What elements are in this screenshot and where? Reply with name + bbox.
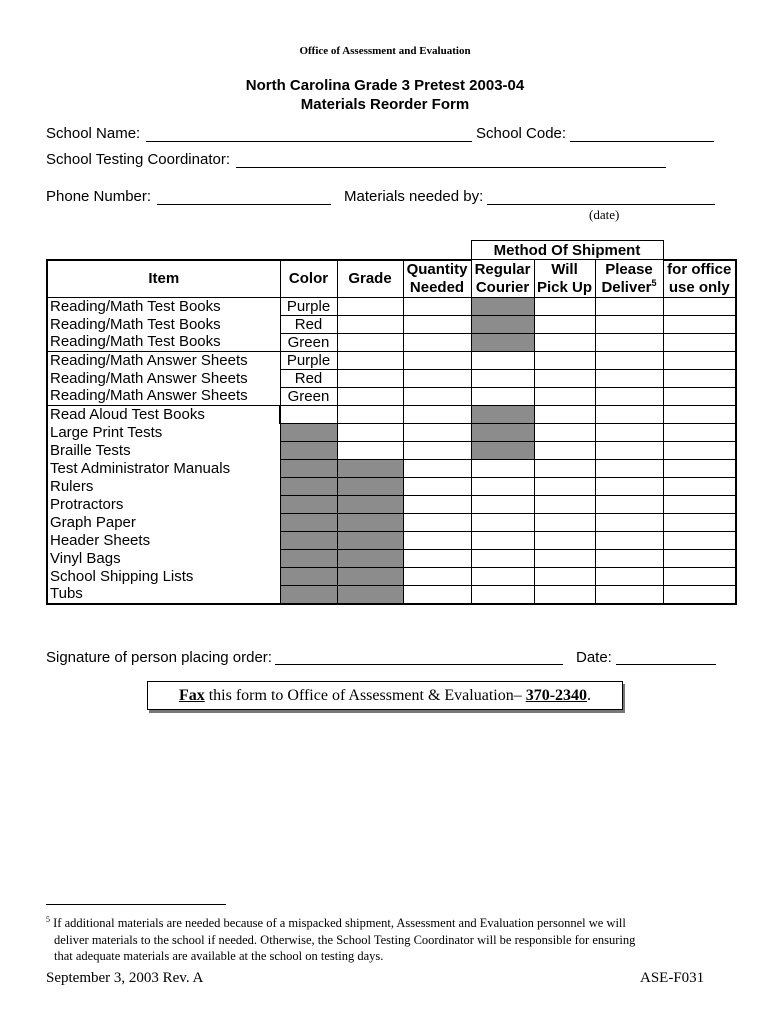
color-cell [280, 513, 337, 531]
table-row [47, 549, 736, 567]
title-line-2: Materials Reorder Form [300, 96, 470, 113]
grade-cell[interactable] [337, 351, 403, 369]
grade-cell[interactable] [337, 333, 403, 351]
grade-cell [337, 495, 403, 513]
item-cell: Protractors [47, 495, 280, 513]
table-row [47, 333, 736, 351]
item-cell: Header Sheets [47, 531, 280, 549]
office-use-cell [663, 315, 736, 333]
color-cell [280, 549, 337, 567]
please-header-1: Please [595, 260, 663, 279]
table-row [47, 405, 736, 423]
item-cell: Vinyl Bags [47, 549, 280, 567]
school-name-label: School Name: [46, 125, 141, 142]
regular-courier-cell [471, 333, 534, 351]
color-cell: Red [280, 315, 337, 333]
office-use-cell [663, 423, 736, 441]
color-cell: Purple [280, 351, 337, 369]
item-cell: Braille Tests [47, 441, 280, 459]
office-use-cell [663, 387, 736, 405]
page-title [0, 76, 770, 114]
will-pick-up-cell[interactable] [534, 477, 595, 495]
quantity-cell[interactable] [403, 387, 471, 405]
color-cell [280, 423, 337, 441]
grade-cell [337, 549, 403, 567]
regular-courier-cell [471, 315, 534, 333]
regular-courier-cell [471, 405, 534, 423]
quantity-cell[interactable] [403, 441, 471, 459]
school-name-field[interactable] [146, 141, 472, 142]
please-deliver-cell[interactable] [595, 297, 663, 315]
signature-date-label: Date: [576, 649, 612, 666]
grade-cell[interactable] [337, 387, 403, 405]
will-pick-up-cell[interactable] [534, 585, 595, 604]
item-cell: Rulers [47, 477, 280, 495]
table-row [47, 387, 736, 405]
will-pick-up-cell[interactable] [534, 531, 595, 549]
fax-instruction-box [147, 681, 623, 710]
will-header-1: Will [534, 260, 595, 279]
please-deliver-cell[interactable] [595, 495, 663, 513]
regular-courier-cell[interactable] [471, 459, 534, 477]
color-cell: Purple [280, 297, 337, 315]
will-pick-up-cell[interactable] [534, 333, 595, 351]
quantity-cell[interactable] [403, 495, 471, 513]
please-header-2 [595, 279, 663, 298]
fax-text: this form to Office of Assessment & Evaluation– [204, 687, 526, 704]
will-pick-up-cell[interactable] [534, 441, 595, 459]
table-row [47, 315, 736, 333]
please-deliver-cell[interactable] [595, 531, 663, 549]
item-cell: Large Print Tests [47, 423, 280, 441]
will-header-2: Pick Up [534, 279, 595, 298]
item-cell: Reading/Math Test Books [47, 315, 280, 333]
quantity-cell[interactable] [403, 315, 471, 333]
grade-cell [337, 513, 403, 531]
office-use-cell [663, 369, 736, 387]
item-cell: Reading/Math Test Books [47, 297, 280, 315]
quantity-cell[interactable] [403, 585, 471, 604]
will-pick-up-cell[interactable] [534, 513, 595, 531]
office-use-cell [663, 531, 736, 549]
quantity-cell[interactable] [403, 333, 471, 351]
color-cell [280, 495, 337, 513]
footnote [46, 912, 716, 965]
please-deliver-cell[interactable] [595, 405, 663, 423]
color-cell [280, 585, 337, 604]
quantity-header-2: Needed [403, 279, 471, 298]
office-use-cell [663, 567, 736, 585]
footnote-line-1 [46, 912, 716, 932]
please-deliver-cell[interactable] [595, 567, 663, 585]
coordinator-field[interactable] [236, 167, 666, 168]
footer-form-id: ASE-F031 [640, 970, 705, 986]
regular-header-1: Regular [471, 260, 534, 279]
please-header-2-text: Deliver [601, 279, 652, 296]
please-deliver-cell[interactable] [595, 351, 663, 369]
will-pick-up-cell[interactable] [534, 315, 595, 333]
grade-cell[interactable] [337, 315, 403, 333]
will-pick-up-cell[interactable] [534, 459, 595, 477]
color-cell: Green [280, 333, 337, 351]
table-row [47, 351, 736, 369]
office-use-cell [663, 585, 736, 604]
signature-label: Signature of person placing order: [46, 649, 272, 666]
please-deliver-cell[interactable] [595, 369, 663, 387]
school-code-field[interactable] [570, 141, 714, 142]
grade-cell[interactable] [337, 369, 403, 387]
table-row [47, 441, 736, 459]
will-pick-up-cell[interactable] [534, 567, 595, 585]
table-row [47, 477, 736, 495]
office-use-cell [663, 477, 736, 495]
will-pick-up-cell[interactable] [534, 423, 595, 441]
will-pick-up-cell[interactable] [534, 405, 595, 423]
materials-table [46, 240, 737, 605]
regular-courier-cell [471, 297, 534, 315]
quantity-cell[interactable] [403, 477, 471, 495]
grade-cell [337, 477, 403, 495]
quantity-cell[interactable] [403, 351, 471, 369]
regular-courier-cell[interactable] [471, 369, 534, 387]
regular-courier-cell[interactable] [471, 567, 534, 585]
quantity-cell[interactable] [403, 459, 471, 477]
regular-courier-cell[interactable] [471, 495, 534, 513]
phone-label: Phone Number: [46, 188, 152, 205]
coordinator-label: School Testing Coordinator: [46, 151, 230, 168]
office-header: Office of Assessment and Evaluation [299, 45, 471, 57]
please-deliver-cell[interactable] [595, 387, 663, 405]
table-row [47, 513, 736, 531]
office-header-1: for office [663, 260, 736, 279]
table-row [47, 369, 736, 387]
fax-word: Fax [178, 687, 205, 704]
quantity-cell[interactable] [403, 405, 471, 423]
table-row [47, 531, 736, 549]
table-row [47, 423, 736, 441]
footer-date: September 3, 2003 Rev. A [46, 970, 204, 986]
signature-date-field[interactable] [616, 664, 716, 665]
will-pick-up-cell[interactable] [534, 351, 595, 369]
please-deliver-cell[interactable] [595, 315, 663, 333]
quantity-header-1: Quantity [403, 260, 471, 279]
footnote-ref: 5 [651, 278, 657, 288]
regular-courier-cell[interactable] [471, 477, 534, 495]
regular-courier-cell [471, 441, 534, 459]
regular-courier-cell [471, 423, 534, 441]
item-cell: School Shipping Lists [47, 567, 280, 585]
footnote-line-3: that adequate materials are available at the school on testing days. [54, 949, 384, 964]
office-use-cell [663, 495, 736, 513]
regular-courier-cell[interactable] [471, 531, 534, 549]
table-row [47, 567, 736, 585]
office-use-cell [663, 351, 736, 369]
please-deliver-cell[interactable] [595, 423, 663, 441]
office-use-cell [663, 441, 736, 459]
title-line-1: North Carolina Grade 3 Pretest 2003-04 [245, 77, 525, 94]
will-pick-up-cell[interactable] [534, 549, 595, 567]
quantity-cell[interactable] [403, 549, 471, 567]
office-use-cell [663, 549, 736, 567]
item-cell: Reading/Math Answer Sheets [47, 351, 280, 369]
footnote-mark: 5 [46, 915, 50, 924]
grade-cell [337, 567, 403, 585]
footnote-line-2: deliver materials to the school if needed. Otherwise, the School Testing Coordinator will be responsible for ensuring [54, 932, 636, 947]
please-deliver-cell[interactable] [595, 459, 663, 477]
materials-needed-label: Materials needed by: [344, 188, 484, 205]
quantity-cell[interactable] [403, 513, 471, 531]
item-cell: Graph Paper [47, 513, 280, 531]
office-use-cell [663, 405, 736, 423]
quantity-cell[interactable] [403, 297, 471, 315]
quantity-cell[interactable] [403, 567, 471, 585]
color-cell [280, 459, 337, 477]
please-deliver-cell[interactable] [595, 441, 663, 459]
color-cell [280, 531, 337, 549]
quantity-cell[interactable] [403, 423, 471, 441]
footnote-separator [46, 904, 226, 905]
grade-cell[interactable] [337, 423, 403, 441]
method-of-shipment-header: Method Of Shipment [471, 241, 663, 260]
fax-end: . [587, 687, 592, 704]
quantity-cell[interactable] [403, 369, 471, 387]
color-cell [280, 405, 337, 423]
regular-courier-cell[interactable] [471, 549, 534, 567]
table-row [47, 297, 736, 315]
grade-cell [337, 459, 403, 477]
table-row [47, 495, 736, 513]
item-header: Item [47, 260, 280, 298]
office-use-cell [663, 459, 736, 477]
quantity-cell[interactable] [403, 531, 471, 549]
will-pick-up-cell[interactable] [534, 297, 595, 315]
grade-cell[interactable] [337, 441, 403, 459]
footnote-line-1-text: If additional materials are needed because of a mispacked shipment, Assessment and Evaluation personnel we will [53, 916, 626, 931]
school-code-label: School Code: [476, 125, 567, 142]
grade-header: Grade [337, 260, 403, 298]
office-use-cell [663, 513, 736, 531]
grade-cell [337, 585, 403, 604]
color-cell [280, 567, 337, 585]
regular-header-2: Courier [471, 279, 534, 298]
grade-cell [337, 531, 403, 549]
regular-courier-cell[interactable] [471, 513, 534, 531]
please-deliver-cell[interactable] [595, 477, 663, 495]
office-use-cell [663, 333, 736, 351]
grade-cell[interactable] [337, 405, 403, 423]
fax-number: 370-2340 [525, 687, 588, 704]
please-deliver-cell[interactable] [595, 513, 663, 531]
item-cell: Read Aloud Test Books [47, 405, 280, 423]
will-pick-up-cell[interactable] [534, 495, 595, 513]
regular-courier-cell[interactable] [471, 387, 534, 405]
item-cell: Reading/Math Test Books [47, 333, 280, 351]
table-row [47, 585, 736, 604]
item-cell: Reading/Math Answer Sheets [47, 369, 280, 387]
item-cell: Reading/Math Answer Sheets [47, 387, 280, 405]
color-cell: Green [280, 387, 337, 405]
will-pick-up-cell[interactable] [534, 369, 595, 387]
item-cell: Tubs [47, 585, 280, 604]
please-deliver-cell[interactable] [595, 333, 663, 351]
office-use-cell [663, 297, 736, 315]
regular-courier-cell[interactable] [471, 351, 534, 369]
color-cell: Red [280, 369, 337, 387]
materials-needed-field[interactable] [487, 204, 715, 205]
color-cell [280, 477, 337, 495]
signature-field[interactable] [275, 664, 563, 665]
office-header-2: use only [663, 279, 736, 298]
phone-field[interactable] [157, 204, 331, 205]
grade-cell[interactable] [337, 297, 403, 315]
item-cell: Test Administrator Manuals [47, 459, 280, 477]
will-pick-up-cell[interactable] [534, 387, 595, 405]
color-header: Color [280, 260, 337, 298]
please-deliver-cell[interactable] [595, 585, 663, 604]
date-note: (date) [589, 207, 620, 222]
color-cell [280, 441, 337, 459]
please-deliver-cell[interactable] [595, 549, 663, 567]
regular-courier-cell[interactable] [471, 585, 534, 604]
table-row [47, 459, 736, 477]
